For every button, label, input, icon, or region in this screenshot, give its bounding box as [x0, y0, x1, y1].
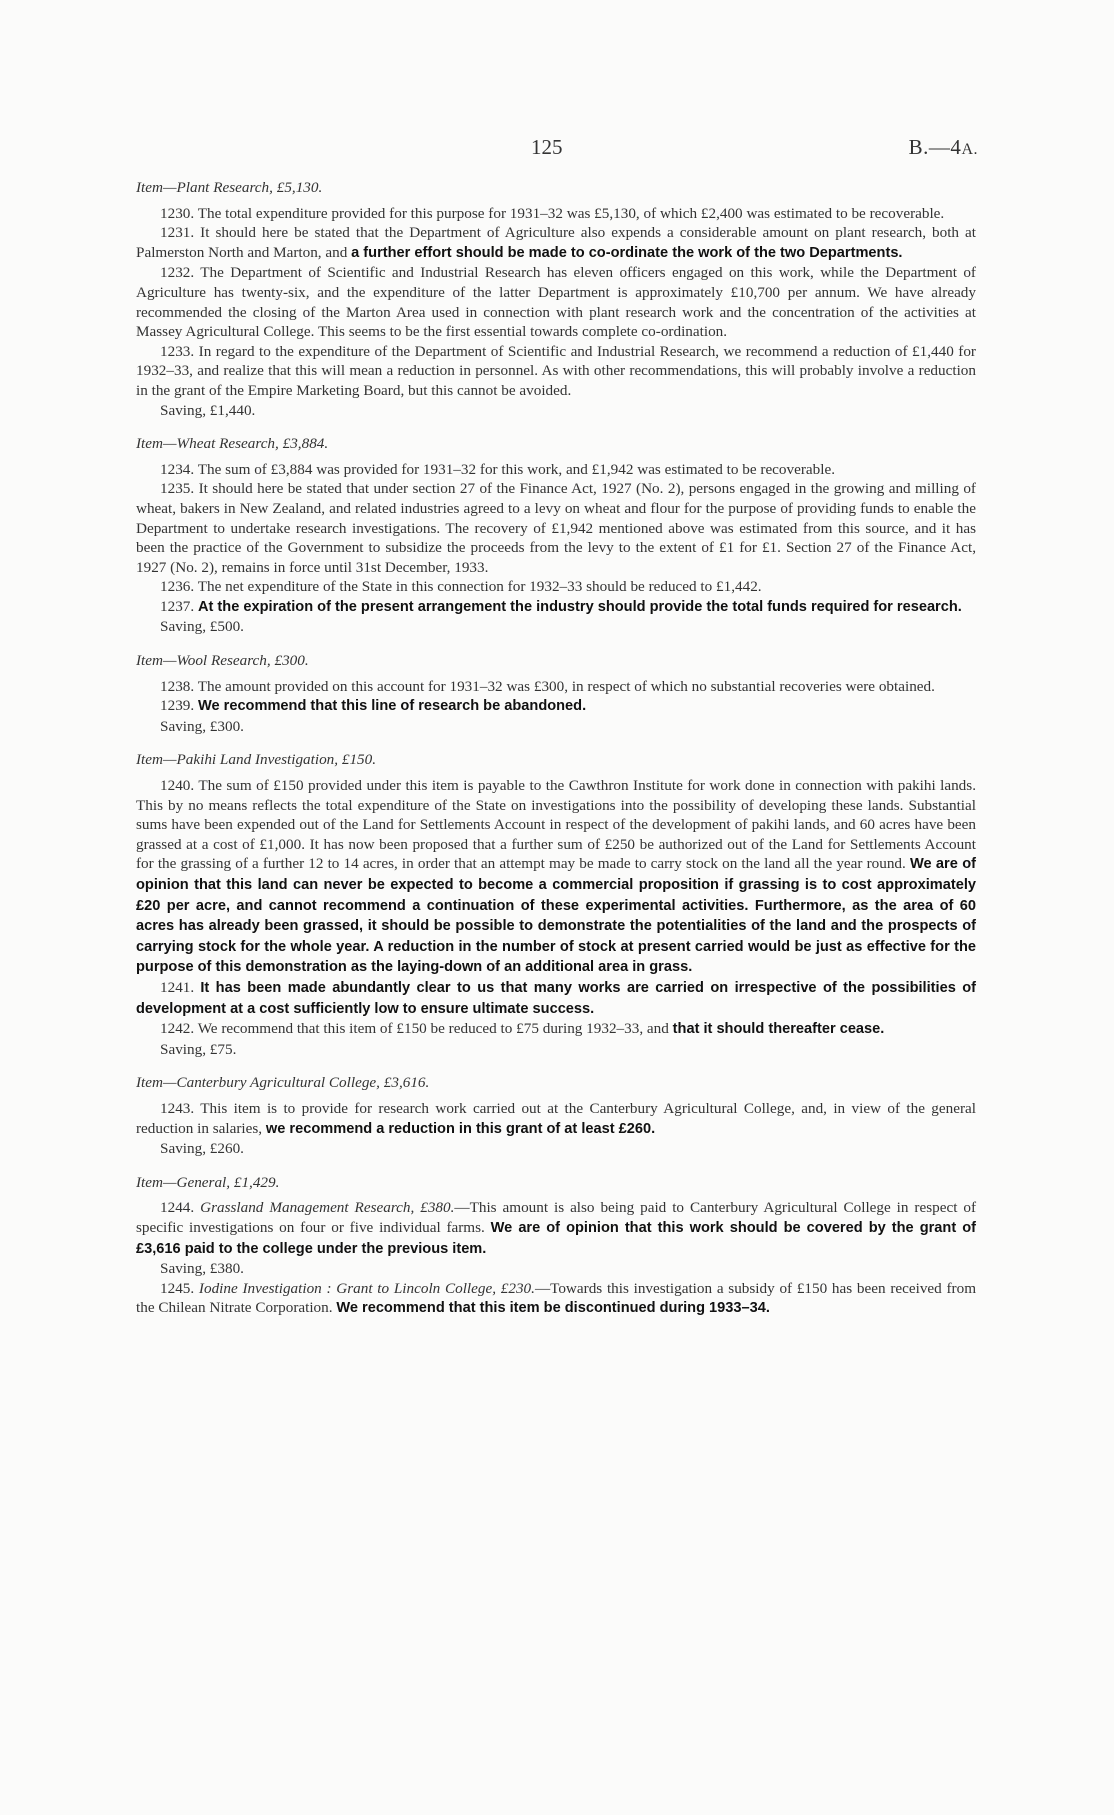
paragraph-1232: 1232. The Department of Scientific and Industrial Research has eleven officers engaged on this work, while the Department of Agriculture has twenty-six, and the expenditure of the latter Department is approximately £10,700 per annum. We have already recommended the closing of the Marton Area used in connection with plant research work and the concentration of the activities at Massey Agricultural College. This seems to be the first essential towards complete co-ordination.	[136, 264, 976, 341]
paragraph-1238: 1238. The amount provided on this account for 1931–32 was £300, in respect of which no substantial recoveries were obtained.	[160, 677, 935, 695]
page-header	[0, 135, 1114, 165]
paragraph-1240	[136, 776, 976, 978]
paragraph-1244-emphasis: We are of opinion that this work should be covered by the grant of £3,616 paid to the college under the previous item.	[136, 1219, 977, 1257]
saving-plant: Saving, £1,440.	[160, 401, 256, 419]
paragraph-1237	[136, 597, 976, 618]
saving-general: Saving, £380.	[160, 1260, 244, 1278]
paragraph-1245-emphasis: We recommend that this item be discontinued during 1933–34.	[336, 1300, 770, 1317]
paragraph-1244-number: 1244.	[160, 1199, 195, 1217]
paragraph-1242	[136, 1019, 976, 1040]
paragraph-1244-title: Grassland Management Research, £380.	[200, 1199, 455, 1217]
paragraph-1242-text: 1242. We recommend that this item of £150 be reduced to £75 during 1932–33, and	[160, 1020, 669, 1038]
paragraph-1242-emphasis: that it should thereafter cease.	[672, 1021, 885, 1038]
paragraph-1239-number: 1239.	[160, 697, 195, 715]
section-heading-general: Item—General, £1,429.	[136, 1173, 280, 1191]
saving-wool: Saving, £300.	[160, 717, 244, 735]
paragraph-1245-text: —Towards this investigation a subsidy of £150 has been received from the Chilean Nitrate Corporation.	[136, 1279, 977, 1317]
reference-main: B.—4	[908, 135, 962, 159]
section-heading-wheat: Item—Wheat Research, £3,884.	[136, 435, 329, 453]
section-heading-wool: Item—Wool Research, £300.	[136, 652, 309, 670]
saving-pakihi: Saving, £75.	[160, 1040, 237, 1058]
saving-canterbury: Saving, £260.	[160, 1140, 244, 1158]
paragraph-1240-emphasis: We are of opinion that this land can never be expected to become a commercial proposition if grassing is to cost approximately £20 per acre, and cannot recommend a continuation of these experimental activities. Furthermore, as the area of 60 acres has already been grassed, it should be possible to demonstrate the potentialities of the land and the prospects of carrying stock for the whole year. A reduction in the number of stock at present carried would be just as effective for the purpose of this demonstration as the laying-down of an additional area in grass.	[136, 856, 976, 976]
paragraph-1237-number: 1237.	[160, 597, 195, 615]
paragraph-1245	[136, 1279, 976, 1319]
paragraph-1243-emphasis: we recommend a reduction in this grant of at least £260.	[265, 1120, 656, 1137]
section-heading-canterbury: Item—Canterbury Agricultural College, £3,616.	[136, 1074, 430, 1092]
page-number: 125	[531, 135, 563, 159]
reference-suffix: A.	[961, 141, 978, 158]
section-heading-plant: Item—Plant Research, £5,130.	[136, 179, 323, 196]
document-reference	[909, 135, 978, 160]
paragraph-1241-emphasis: It has been made abundantly clear to us that many works are carried on irrespective of the possibilities of development at a cost sufficiently low to ensure ultimate success.	[136, 979, 977, 1017]
paragraph-1245-title: Iodine Investigation : Grant to Lincoln College, £230.	[198, 1279, 535, 1297]
paragraph-1244-text: —This amount is also being paid to Canterbury Agricultural College in respect of specific investigations on four or five individual farms.	[136, 1199, 977, 1236]
paragraph-1239-emphasis: We recommend that this line of research be abandoned.	[197, 698, 587, 715]
paragraph-1239	[136, 696, 976, 717]
paragraph-1235: 1235. It should here be stated that under section 27 of the Finance Act, 1927 (No. 2), persons engaged in the growing and milling of wheat, bakers in New Zealand, and related industries agreed to a levy on wheat and flour for the purpose of providing funds to enable the Department to undertake research investigations. The recovery of £1,942 mentioned above was estimated from this source, and it has been the practice of the Government to subsidize the proceeds from the levy to the extent of £1 for £1. Section 27 of the Finance Act, 1927 (No. 2), remains in force until 31st December, 1933.	[136, 480, 976, 576]
section-heading-pakihi: Item—Pakihi Land Investigation, £150.	[136, 751, 377, 769]
paragraph-1241	[136, 978, 976, 1019]
paragraph-1240-text: 1240. The sum of £150 provided under this item is payable to the Cawthron Institute for work done in connection with pakihi lands. This by no means reflects the total expenditure of the State on investigations into the possibility of developing these lands. Substantial sums have been expended out of the Land for Settlements Account in respect of the development of pakihi lands, and 60 acres have been grassed at a cost of £1,000. It has now been proposed that a further sum of £250 be authorized out of the Land for Settlements Account for the grassing of a further 12 to 14 acres, in order that an attempt may be made to carry stock on the land all the year round.	[136, 777, 976, 873]
paragraph-1230: 1230. The total expenditure provided for this purpose for 1931–32 was £5,130, of which £2,400 was estimated to be recoverable.	[160, 204, 945, 222]
paragraph-1233: 1233. In regard to the expenditure of the Department of Scientific and Industrial Research, we recommend a reduction of £1,440 for 1932–33, and realize that this will mean a reduction in personnel. As with other recommendations, this will probably involve a reduction in the grant of the Empire Marketing Board, but this cannot be avoided.	[136, 342, 976, 399]
paragraph-1243	[136, 1099, 976, 1139]
paragraph-1231	[136, 223, 976, 263]
paragraph-1243-text: 1243. This item is to provide for research work carried out at the Canterbury Agricultural College, and, in view of the general reduction in salaries,	[136, 1099, 976, 1137]
paragraph-1231-emphasis: a further effort should be made to co-ordinate the work of the two Departments.	[351, 244, 903, 261]
paragraph-1241-number: 1241.	[160, 978, 195, 996]
paragraph-1231-text: 1231. It should here be stated that the Department of Agriculture also expends a considerable amount on plant research, both at Palmerston North and Marton, and	[136, 224, 976, 261]
document-body	[136, 178, 976, 1319]
paragraph-1234: 1234. The sum of £3,884 was provided for 1931–32 for this work, and £1,942 was estimated to be recoverable.	[160, 460, 835, 478]
paragraph-1245-number: 1245.	[160, 1279, 195, 1297]
paragraph-1236: 1236. The net expenditure of the State in this connection for 1932–33 should be reduced to £1,442.	[160, 578, 762, 596]
paragraph-1237-emphasis: At the expiration of the present arrangement the industry should provide the total funds required for research.	[197, 598, 962, 615]
paragraph-1244	[136, 1198, 976, 1259]
saving-wheat: Saving, £500.	[160, 618, 244, 636]
